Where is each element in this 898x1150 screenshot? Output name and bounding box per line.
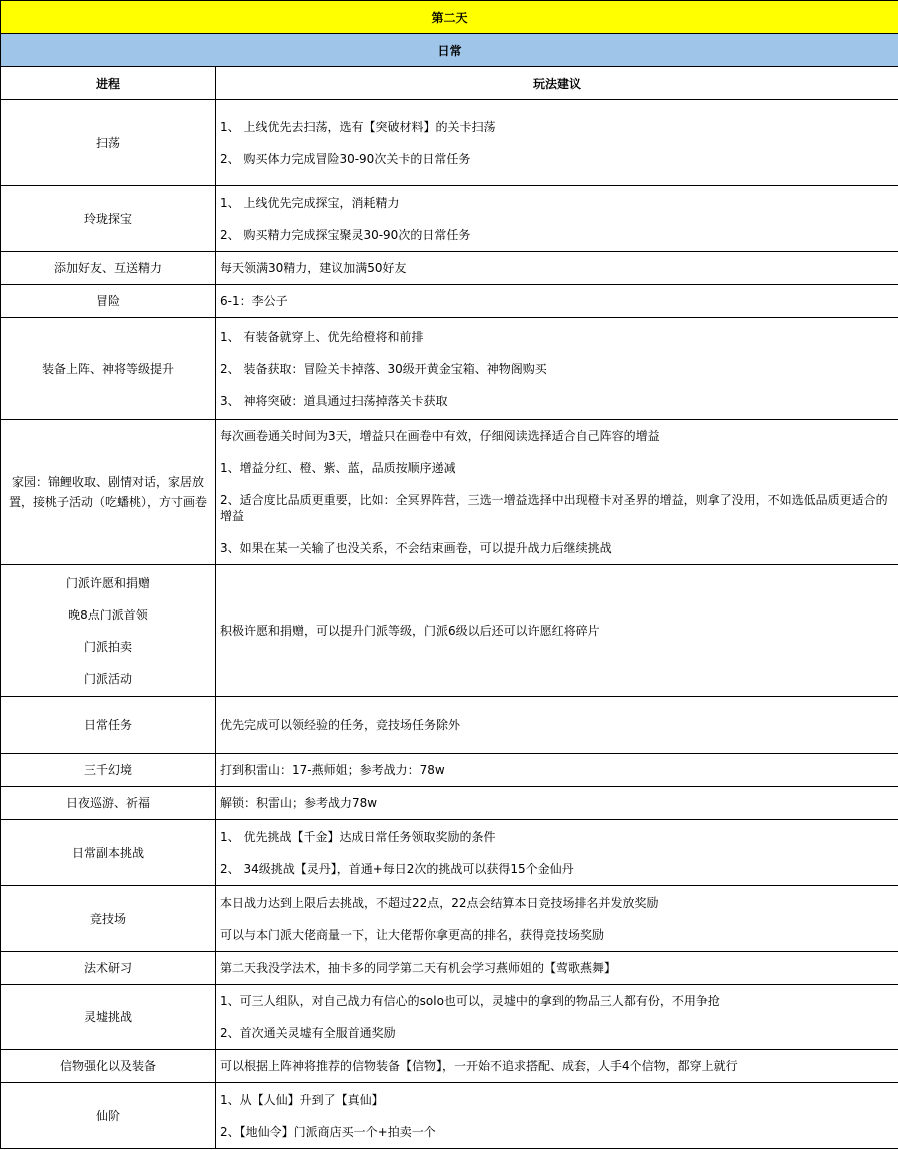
- table-row: [1, 886, 898, 952]
- process-cell: [1, 1083, 216, 1149]
- table-row: [1, 1050, 898, 1083]
- process-cell: [1, 787, 216, 820]
- table-row: [1, 754, 898, 787]
- process-cell: [1, 697, 216, 754]
- process-cell: [1, 886, 216, 952]
- table-row: [1, 420, 898, 565]
- advice-cell: [216, 565, 898, 697]
- advice-text: 1、 有装备就穿上、优先给橙将和前排: [220, 329, 424, 344]
- advice-cell: [216, 985, 898, 1050]
- header-row: [1, 67, 898, 100]
- process-label: 法术研习: [83, 961, 132, 975]
- process-cell: [1, 1050, 216, 1083]
- advice-text: 每天领满30精力，建议加满50好友: [220, 261, 407, 275]
- advice-text: 可以根据上阵神将推荐的信物装备【信物】，一开始不追求搭配、成套，人手4个信物，都穿上就行: [220, 1059, 738, 1073]
- process-cell: [1, 952, 216, 985]
- advice-text: 2、 购买精力完成探宝聚灵30-90次的日常任务: [220, 227, 471, 242]
- process-label: 信物强化以及装备: [59, 1059, 156, 1073]
- process-label: 竞技场: [89, 911, 126, 926]
- advice-cell: [216, 186, 898, 252]
- table-row: [1, 985, 898, 1050]
- process-label: 冒险: [95, 294, 120, 308]
- advice-text: 2、首次通关灵墟有全服首通奖励: [220, 1026, 396, 1040]
- advice-text: 1、 上线优先去扫荡，选有【突破材料】的关卡扫荡: [220, 119, 496, 134]
- table-row: [1, 787, 898, 820]
- title-row: [1, 1, 898, 34]
- process-cell: [1, 252, 216, 285]
- advice-text: 2、【地仙令】门派商店买一个+拍卖一个: [220, 1124, 436, 1139]
- advice-cell: [216, 252, 898, 285]
- advice-cell: [216, 285, 898, 318]
- advice-cell: [216, 820, 898, 886]
- process-cell: [1, 318, 216, 420]
- advice-text: 1、可三人组队，对自己战力有信心的solo也可以，灵墟中的拿到的物品三人都有份，不用争抢: [220, 994, 720, 1008]
- process-label: 扫荡: [95, 135, 120, 150]
- table-row: [1, 565, 898, 697]
- advice-text: 3、 神将突破：道具通过扫荡掉落关卡获取: [220, 393, 448, 408]
- process-label: 晚8点门派首领: [68, 607, 148, 622]
- process-label: 日常任务: [83, 718, 132, 732]
- table-row: [1, 1083, 898, 1149]
- process-cell: [1, 285, 216, 318]
- table-row: [1, 186, 898, 252]
- process-cell: [1, 100, 216, 186]
- advice-cell: [216, 318, 898, 420]
- advice-text: 1、从【人仙】升到了【真仙】: [220, 1092, 384, 1107]
- advice-text: 打到积雷山：17-燕师姐；参考战力：78w: [220, 763, 445, 777]
- advice-cell: [216, 754, 898, 787]
- process-label: 门派许愿和捐赠: [65, 575, 150, 590]
- advice-text: 本日战力达到上限后去挑战，不超过22点，22点会结算本日竞技场排名并发放奖励: [220, 895, 659, 910]
- process-cell: [1, 985, 216, 1050]
- advice-text: 2、 购买体力完成冒险30-90次关卡的日常任务: [220, 151, 471, 166]
- section-row: [1, 34, 898, 67]
- advice-text: 2、 装备获取：冒险关卡掉落、30级开黄金宝箱、神物阁购买: [220, 361, 547, 376]
- advice-text: 3、如果在某一关输了也没关系，不会结束画卷，可以提升战力后继续挑战: [220, 541, 612, 555]
- process-label: 门派拍卖: [83, 639, 132, 654]
- advice-text: 每次画卷通关时间为3天，增益只在画卷中有效，仔细阅读选择适合自己阵容的增益: [220, 429, 660, 443]
- process-label: 灵墟挑战: [83, 1010, 132, 1024]
- advice-cell: [216, 1083, 898, 1149]
- advice-text: 1、 上线优先完成探宝，消耗精力: [220, 195, 400, 210]
- column-header-advice: 玩法建议: [216, 67, 898, 100]
- process-label: 三千幻境: [83, 763, 132, 777]
- advice-cell: [216, 420, 898, 565]
- process-cell: [1, 820, 216, 886]
- advice-text: 可以与本门派大佬商量一下，让大佬帮你拿更高的排名，获得竞技场奖励: [220, 927, 605, 942]
- table-row: [1, 697, 898, 754]
- advice-cell: [216, 100, 898, 186]
- process-cell: [1, 565, 216, 697]
- process-label: 门派活动: [83, 671, 132, 686]
- process-cell: [1, 754, 216, 787]
- advice-cell: [216, 697, 898, 754]
- advice-cell: [216, 1050, 898, 1083]
- process-cell: [1, 420, 216, 565]
- process-label: 玲珑探宝: [83, 211, 132, 226]
- day-title: 第二天: [1, 1, 898, 34]
- advice-text: 积极许愿和捐赠，可以提升门派等级，门派6级以后还可以许愿红将碎片: [220, 623, 600, 638]
- advice-cell: [216, 952, 898, 985]
- table-row: [1, 285, 898, 318]
- advice-text: 1、 优先挑战【千金】达成日常任务领取奖励的条件: [220, 829, 496, 844]
- table-row: [1, 252, 898, 285]
- section-title: 日常: [1, 34, 898, 67]
- process-label: 添加好友、互送精力: [53, 261, 162, 275]
- advice-text: 2、适合度比品质更重要，比如：全冥界阵营，三选一增益选择中出现橙卡对圣界的增益，则拿了没用，不如选低品质更适合的增益: [220, 493, 888, 523]
- advice-text: 解锁：积雷山；参考战力78w: [220, 796, 378, 810]
- advice-text: 优先完成可以领经验的任务，竞技场任务除外: [220, 718, 461, 732]
- process-label: 日夜巡游、祈福: [65, 796, 150, 810]
- process-label: 仙阶: [95, 1108, 120, 1123]
- table-row: [1, 318, 898, 420]
- process-label: 装备上阵、神将等级提升: [41, 361, 174, 376]
- advice-text: 1、增益分红、橙、紫、蓝，品质按顺序递减: [220, 461, 456, 475]
- advice-text: 6-1：李公子: [220, 294, 288, 308]
- advice-text: 2、 34级挑战【灵丹】，首通+每日2次的挑战可以获得15个金仙丹: [220, 861, 574, 876]
- process-cell: [1, 186, 216, 252]
- advice-text: 第二天我没学法术，抽卡多的同学第二天有机会学习燕师姐的【莺歌燕舞】: [220, 961, 617, 975]
- table-row: [1, 952, 898, 985]
- process-label: 家园：锦鲤收取、剧情对话，家居放置，接桃子活动（吃蟠桃），方寸画卷: [8, 475, 207, 509]
- table-row: [1, 100, 898, 186]
- column-header-process: 进程: [1, 67, 216, 100]
- process-label: 日常副本挑战: [71, 845, 144, 860]
- advice-cell: [216, 886, 898, 952]
- table-row: [1, 820, 898, 886]
- advice-cell: [216, 787, 898, 820]
